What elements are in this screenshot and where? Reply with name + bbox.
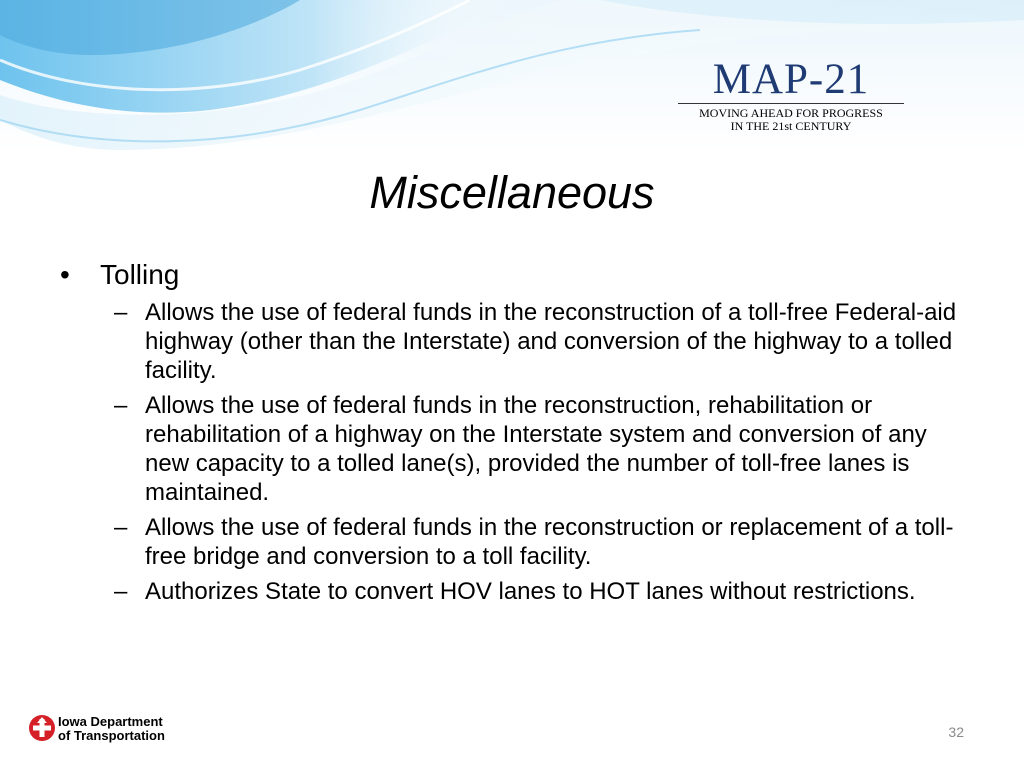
slide-title: Miscellaneous [369,167,655,218]
map21-logo-rule [678,103,904,104]
bullet-marker: • [60,259,70,290]
slide-content [56,258,966,612]
map21-logo-tagline-2: IN THE 21st CENTURY [730,119,852,133]
iowa-dot-emblem-icon [28,712,58,744]
sub-bullet-marker: – [114,514,128,541]
sub-bullet-item [56,513,966,571]
sub-bullet-text: Allows the use of federal funds in the reconstruction, rehabilitation or rehabilitation of a highway on the Interstate system and conversion of any new capacity to a tolled lane(s), provided the number of toll-free lanes is maintained. [145,392,927,506]
sub-bullet-item [56,391,966,507]
bullet-label: Tolling [100,259,180,290]
map21-logo-tagline-1: MOVING AHEAD FOR PROGRESS [699,106,883,120]
sub-bullet-item [56,298,966,385]
iowa-dot-line-1: Iowa Department [58,714,163,729]
sub-bullet-item [56,577,966,606]
bullet-tolling [56,258,966,292]
sub-bullet-list [56,298,966,606]
map21-logo-title: MAP-21 [712,56,870,103]
sub-bullet-text: Allows the use of federal funds in the reconstruction or replacement of a toll-free bridge and conversion to a toll facility. [145,514,954,570]
map21-logo [678,58,904,133]
sub-bullet-marker: – [114,299,128,326]
sub-bullet-text: Authorizes State to convert HOV lanes to HOT lanes without restrictions. [145,578,916,605]
sub-bullet-marker: – [114,578,128,605]
iowa-dot-logo [28,712,178,746]
page-number: 32 [948,724,964,740]
sub-bullet-text: Allows the use of federal funds in the reconstruction of a toll-free Federal-aid highway (other than the Interstate) and conversion of the highway to a tolled facility. [145,299,957,384]
sub-bullet-marker: – [114,392,128,419]
iowa-dot-text [58,715,165,743]
iowa-dot-line-2: of Transportation [58,728,165,743]
